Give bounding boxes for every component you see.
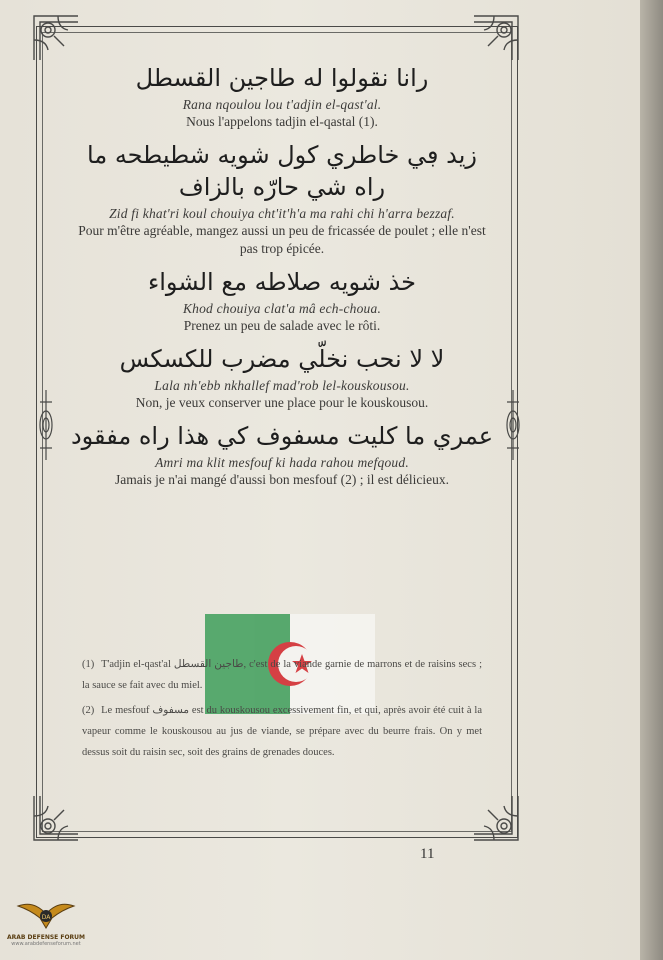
corner-ornament-top-left [28,10,84,66]
phrase-entry [70,420,494,489]
corner-ornament-bottom-left [28,790,84,846]
phrase-list [70,62,494,497]
phrase-entry [70,266,494,335]
footnote-number: (1) [82,659,95,670]
eagle-emblem-icon [16,896,76,934]
phrase-entry [70,343,494,412]
phrase-entry [70,62,494,131]
french-translation: Pour m'être agréable, mangez aussi un peu de fricassée de poulet ; elle n'est pas trop épicée. [78,223,486,256]
arabic-phrase: خذ شويه صلاطه مع الشواء [147,268,417,296]
page-edge [640,0,663,960]
side-ornament-right [504,390,522,460]
phrase-entry [70,139,494,258]
footnotes [82,654,482,767]
transliteration: Lala nh'ebb nkhallef mad'rob lel-kouskousou. [154,378,410,393]
transliteration: Zid fi khat'ri koul chouiya cht'it'h'a ma rahi chi h'arra bezzaf. [109,206,455,221]
footnote [82,654,482,696]
page-number: 11 [420,846,435,862]
french-translation: Jamais je n'ai mangé d'aussi bon mesfouf (2) ; il est délicieux. [114,472,450,487]
footnote [82,700,482,763]
forum-logo-watermark [6,896,86,956]
transliteration: Amri ma klit mesfouf ki hada rahou mefqoud. [155,455,409,470]
arabic-phrase: عمري ما كليت مسفوف كي هذا راه مفقود [70,422,494,450]
arabic-phrase: رانا نقولوا له طاجين القسطل [135,64,429,92]
french-translation: Non, je veux conserver une place pour le kouskousou. [135,395,429,410]
french-translation: Nous l'appelons tadjin el-qastal (1). [186,114,378,129]
transliteration: Rana nqoulou lou t'adjin el-qast'al. [182,97,382,112]
french-translation: Prenez un peu de salade avec le rôti. [183,318,381,333]
logo-monogram: DA [41,914,51,921]
arabic-phrase: لا لا نحب نخلّي مضرب للكسكس [119,345,445,373]
corner-ornament-bottom-right [468,790,524,846]
arabic-phrase: زيد ڢي خاطري كول شويه شطيطحه ما راه شي حارّه بالزاف [87,141,477,201]
logo-title: ARAB DEFENSE FORUM [6,934,86,941]
footnote-number: (2) [82,705,95,716]
transliteration: Khod chouiya clat'a mâ ech-choua. [182,301,382,316]
side-ornament-left [37,390,55,460]
footnote-text: T'adjin el-qast'al طاجين القسطل, c'est de la viande garnie de marrons et de raisins secs ; la sauce se fait avec du miel. [82,659,482,691]
logo-url: www.arabdefenseforum.net [11,941,81,947]
corner-ornament-top-right [468,10,524,66]
footnote-text: Le mesfouf مسفوف est du kouskousou excessivement fin, et qui, après avoir été cuit à la vapeur comme le kouskousou au jus de viande, se prépare avec du beurre frais. On y met dessus soit du raisin sec, soit des grains de grenades douces. [82,705,483,758]
